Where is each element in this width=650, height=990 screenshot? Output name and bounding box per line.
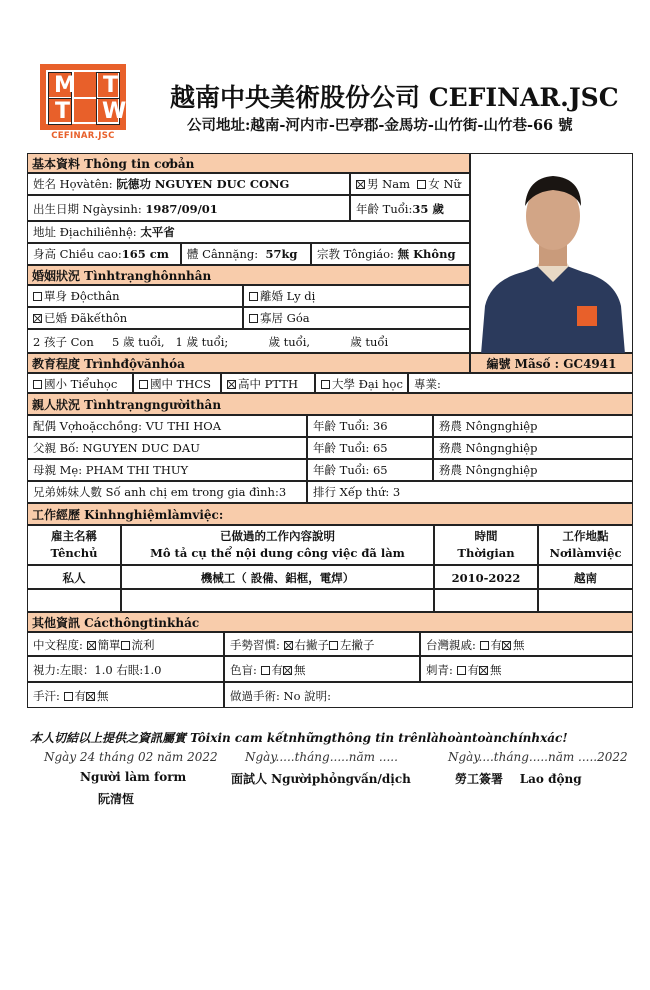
chinese-simple-label: 簡單: [97, 638, 121, 652]
work-header-text: 工作地點: [562, 529, 609, 543]
edu-primary-label: 國小 Tiểuhọc: [44, 377, 118, 391]
address-label: 地址 Địachiliênhệ:: [33, 225, 137, 239]
family-row-age: 年齡 Tuổi: 65: [307, 437, 433, 459]
no-label: 無: [513, 638, 525, 652]
edu-senior-label: 高中 PTTH: [238, 377, 298, 391]
signer-form-maker: Người làm form: [80, 770, 187, 784]
checkbox-icon[interactable]: [249, 314, 258, 323]
siblings-field: 兄弟姊妹人數 Số anh chị em trong gia đình:3: [27, 481, 307, 503]
family-row-job: 務農 Nôngnghiệp: [433, 459, 633, 481]
divorced-label: 離婚 Ly dị: [260, 289, 316, 303]
family-row-job: 務農 Nôngnghiệp: [433, 415, 633, 437]
work-header-text: Nơilàmviệc: [549, 546, 622, 560]
checkbox-icon[interactable]: [139, 380, 148, 389]
family-row-age: 年齡 Tuổi: 65: [307, 459, 433, 481]
name-field: [27, 173, 350, 195]
code-number: 編號 Mãsố : GC4941: [470, 353, 633, 373]
height-value: 165 cm: [121, 247, 169, 261]
work-header-text: Thờigian: [457, 546, 515, 560]
name-value: 阮德功 NGUYEN DUC CONG: [116, 177, 290, 191]
work-header-employer: [27, 525, 121, 565]
religion-label: 宗教 Tôngiáo:: [317, 247, 394, 261]
checkbox-checked-icon[interactable]: [479, 666, 488, 675]
checkbox-icon[interactable]: [417, 180, 426, 189]
address-field: [27, 221, 470, 243]
work-empty-cell: [538, 589, 633, 612]
company-name: 越南中央美術股份公司 CEFINAR.JSC: [170, 83, 619, 112]
checkbox-icon[interactable]: [33, 292, 42, 301]
checkbox-icon[interactable]: [329, 641, 338, 650]
family-row-who: 母親 Mẹ: PHAM THI THUY: [27, 459, 307, 481]
work-header-text: 雇主名稱: [51, 529, 97, 543]
yes-label: 有: [74, 689, 87, 703]
widowed-option: [243, 307, 470, 329]
checkbox-checked-icon[interactable]: [227, 380, 236, 389]
checkbox-checked-icon[interactable]: [284, 641, 293, 650]
work-empty-cell: [27, 589, 121, 612]
signer-name: 阮清恆: [98, 792, 135, 806]
yes-label: 有: [490, 638, 503, 652]
applicant-photo: [470, 153, 633, 353]
tattoo-field: [420, 656, 633, 682]
age-label: 年齡 Tuổi:: [356, 202, 413, 216]
section-work: 工作經歷 Kinhnghiệmlàmviệc:: [27, 503, 633, 525]
widowed-label: 寡居 Góa: [260, 311, 310, 325]
date-worker: Ngày....tháng.....năm .....2022: [448, 750, 628, 764]
family-row-age: 年齡 Tuổi: 36: [307, 415, 433, 437]
company-address: 公司地址:越南-河内市-巴亭郡-金馬坊-山竹街-山竹巷-66 號: [187, 117, 573, 134]
chinese-fluent-label: 流利: [131, 638, 155, 652]
hand-right-label: 右撇子: [294, 638, 330, 652]
section-marriage: 婚姻狀況 Tìnhtrạnghônnhân: [27, 265, 470, 285]
work-empty-cell: [434, 589, 538, 612]
edu-university-option: [315, 373, 408, 393]
logo-subtitle: CEFINAR.JSC: [51, 131, 115, 141]
married-label: 已婚 Đãkếthôn: [44, 311, 128, 325]
logo-letter: T: [96, 72, 120, 99]
section-other: 其他資訊 Cácthôngtinkhác: [27, 612, 633, 632]
colorblind-label: 色盲:: [230, 663, 257, 677]
date-applicant: Ngày 24 tháng 02 năm 2022: [44, 750, 218, 764]
checkbox-checked-icon[interactable]: [33, 314, 42, 323]
commitment-statement: 本人切結以上提供之資訊屬實 Tôixin cam kếtnhữngthông tin trênlàhoàntoànchínhxác!: [30, 731, 568, 745]
major-field: 專業:: [408, 373, 633, 393]
age-value: 35 歲: [412, 202, 444, 216]
edu-junior-label: 國中 THCS: [150, 377, 212, 391]
work-employer: 私人: [27, 565, 121, 589]
taiwan-relatives-field: [420, 632, 633, 656]
edu-senior-option: [221, 373, 315, 393]
checkbox-icon[interactable]: [261, 666, 270, 675]
work-header-time: [434, 525, 538, 565]
checkbox-checked-icon[interactable]: [356, 180, 365, 189]
work-header-text: 已做過的工作內容說明: [220, 529, 335, 543]
surgery-field: 做過手術: No 說明:: [224, 682, 633, 708]
checkbox-icon[interactable]: [457, 666, 466, 675]
height-field: [27, 243, 181, 265]
edu-primary-option: [27, 373, 133, 393]
dob-value: 1987/09/01: [145, 202, 218, 216]
religion-value: 無 Không: [397, 247, 456, 261]
checkbox-icon[interactable]: [121, 641, 130, 650]
tattoo-label: 刺青:: [426, 663, 453, 677]
dob-field: [27, 195, 350, 221]
work-place: 越南: [538, 565, 633, 589]
section-family: 親人狀況 Tìnhtrạngngườithân: [27, 393, 633, 415]
family-row-who: 父親 Bố: NGUYEN DUC DAU: [27, 437, 307, 459]
gender-field: [350, 173, 470, 195]
single-option: [27, 285, 243, 307]
edu-junior-option: [133, 373, 221, 393]
height-label: 身高 Chiều cao:: [33, 247, 122, 261]
family-row-job: 務農 Nôngnghiệp: [433, 437, 633, 459]
logo-letter: M: [48, 72, 72, 99]
no-label: 無: [294, 663, 306, 677]
checkbox-icon[interactable]: [33, 380, 42, 389]
address-value: 太平省: [140, 225, 175, 239]
signer-interviewer: 面試人 Ngườiphỏngvấn/dịch: [231, 772, 411, 786]
weight-label: 體 Cânnặng:: [187, 247, 259, 261]
checkbox-icon[interactable]: [64, 692, 73, 701]
checkbox-checked-icon[interactable]: [502, 641, 511, 650]
chinese-label: 中文程度:: [33, 638, 83, 652]
colorblind-field: [224, 656, 420, 682]
checkbox-icon[interactable]: [480, 641, 489, 650]
hand-habit-field: [224, 632, 420, 656]
religion-field: [311, 243, 470, 265]
work-header-text: Mô tả cụ thể nội dung công việc đã làm: [150, 546, 405, 560]
checkbox-checked-icon[interactable]: [87, 641, 96, 650]
divorced-option: [243, 285, 470, 307]
yes-label: 有: [271, 663, 284, 677]
section-basic-info: 基本資料 Thông tin cơbản: [27, 153, 470, 173]
no-label: 無: [490, 663, 502, 677]
work-header-description: [121, 525, 434, 565]
section-education: 教育程度 Trìnhđộvănhóa: [27, 353, 470, 373]
taiwan-label: 台灣親戚:: [426, 638, 476, 652]
weight-value: 57kg: [265, 247, 298, 261]
work-header-text: Tênchủ: [50, 546, 98, 560]
weight-field: [181, 243, 311, 265]
name-label: 姓名 Họvàtên:: [33, 177, 113, 191]
vision-field: 視力:左眼：1.0 右眼:1.0: [27, 656, 224, 682]
checkbox-icon[interactable]: [249, 292, 258, 301]
checkbox-checked-icon[interactable]: [86, 692, 95, 701]
yes-label: 有: [467, 663, 480, 677]
date-interviewer: Ngày.....tháng.....năm .....: [245, 750, 398, 764]
work-description: 機械工（ 設備、鋁框，電焊）: [121, 565, 434, 589]
chinese-level-field: [27, 632, 224, 656]
signer-worker: 勞工簽署 Lao động: [455, 772, 582, 786]
logo-letter: W: [96, 98, 120, 125]
married-option: [27, 307, 243, 329]
logo-letter: T: [48, 98, 72, 125]
checkbox-checked-icon[interactable]: [283, 666, 292, 675]
company-logo: [40, 64, 126, 130]
children-field: 2 孩子 Con 5 歲 tuổi, 1 歲 tuổi; 歲 tuổi, 歲 tuổi: [27, 329, 470, 353]
work-empty-cell: [121, 589, 434, 612]
family-row-who: 配偶 Vợhoặcchồng: VU THI HOA: [27, 415, 307, 437]
sweat-label: 手汗:: [33, 689, 60, 703]
age-field: [350, 195, 470, 221]
hand-left-label: 左撇子: [340, 638, 375, 652]
edu-university-label: 大學 Đại học: [332, 377, 403, 391]
work-time: 2010-2022: [434, 565, 538, 589]
sweaty-hands-field: [27, 682, 224, 708]
no-label: 無: [97, 689, 109, 703]
dob-label: 出生日期 Ngàysinh:: [33, 202, 142, 216]
single-label: 單身 Độcthân: [44, 289, 120, 303]
gender-female-label: 女 Nữ: [428, 177, 461, 191]
work-header-text: 時間: [474, 529, 498, 543]
checkbox-icon[interactable]: [321, 380, 330, 389]
hand-label: 手勢習慣:: [230, 638, 280, 652]
gender-male-label: 男 Nam: [367, 177, 410, 191]
work-header-place: [538, 525, 633, 565]
rank-field: 排行 Xếp thứ: 3: [307, 481, 633, 503]
